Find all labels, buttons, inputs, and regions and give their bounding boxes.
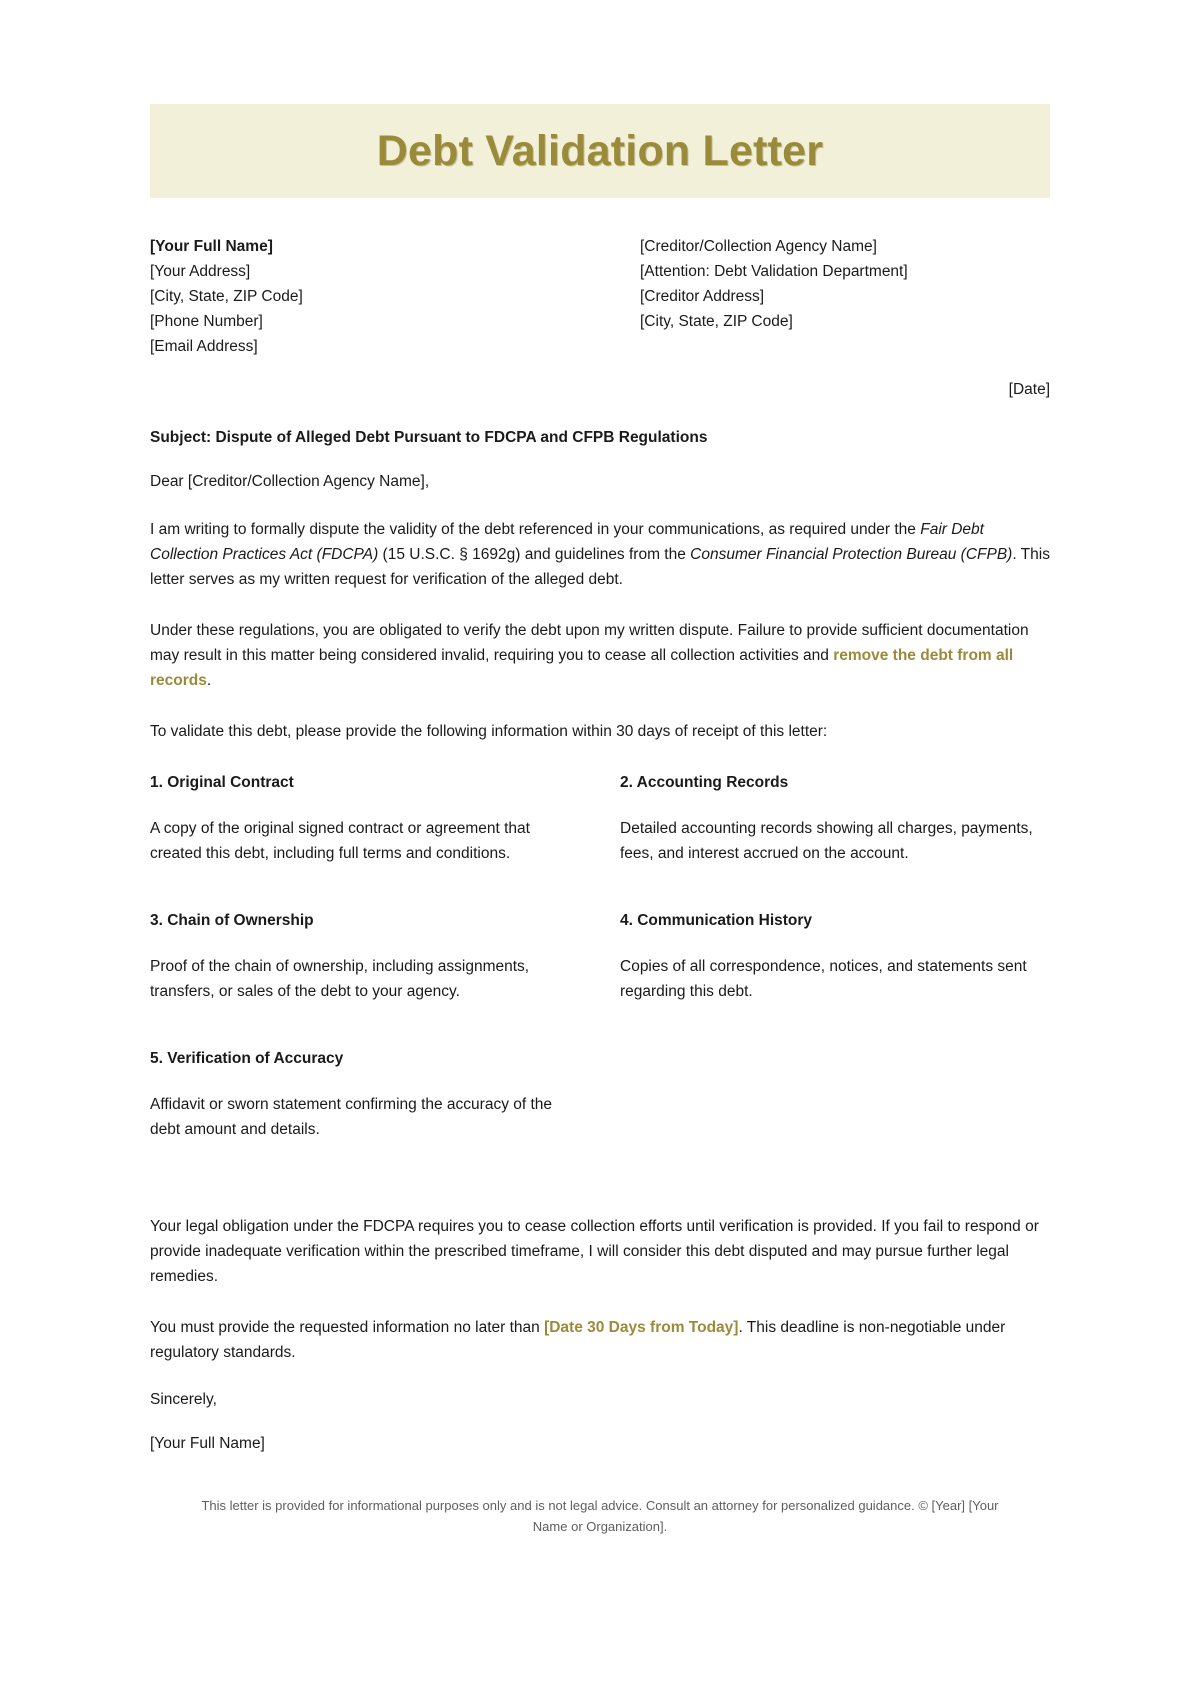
accent-deadline-date: [Date 30 Days from Today] <box>544 1319 739 1336</box>
address-row <box>150 234 1050 359</box>
page-title: Debt Validation Letter <box>376 126 824 175</box>
paragraph-list-intro: To validate this debt, please provide the following information within 30 days of receipt of this letter: <box>150 723 828 740</box>
requirement-description: Affidavit or sworn statement confirming the accuracy of the debt amount and details. <box>150 1096 553 1138</box>
requirement-item-4 <box>620 912 1050 1050</box>
letter-date: [Date] <box>1008 381 1050 398</box>
requirement-heading: 4. Communication History <box>620 912 813 929</box>
requirement-description: Copies of all correspondence, notices, and statements sent regarding this debt. <box>620 958 1027 1000</box>
recipient-city-state-zip: [City, State, ZIP Code] <box>640 313 793 330</box>
paragraph-obligation <box>150 618 1050 693</box>
para1-text-2: (15 U.S.C. § 1692g) and guidelines from the <box>378 546 691 563</box>
requirements-grid <box>150 774 1050 1188</box>
sender-city-state-zip: [City, State, ZIP Code] <box>150 288 303 305</box>
sign-off: Sincerely, <box>150 1391 217 1408</box>
para2-text-2: . <box>206 672 212 689</box>
cfpb-reference: Consumer Financial Protection Bureau (CFPB) <box>690 546 1013 563</box>
para1-text-3: . This letter serves as my written request for verification of the alleged debt. <box>150 546 1050 588</box>
requirement-item-empty <box>620 1050 1050 1188</box>
footer-disclaimer: This letter is provided for informational purposes only and is not legal advice. Consult an attorney for personalized guidance. © [Year] [Your Name or Organization]. <box>201 1498 999 1534</box>
requirement-item-2 <box>620 774 1050 912</box>
paragraph-legal-obligation: Your legal obligation under the FDCPA requires you to cease collection efforts until verification is provided. If you fail to respond or provide inadequate verification within the prescribed timeframe, I will consider this debt disputed and may pursue further legal remedies. <box>150 1218 1039 1285</box>
requirement-description: A copy of the original signed contract or agreement that created this debt, including full terms and conditions. <box>150 820 530 862</box>
accent-remove-debt: remove the debt from all records <box>150 647 1014 689</box>
requirement-description: Detailed accounting records showing all charges, payments, fees, and interest accrued on the account. <box>620 820 1033 862</box>
sender-name: [Your Full Name] <box>150 238 273 255</box>
signature-name: [Your Full Name] <box>150 1435 265 1452</box>
recipient-name: [Creditor/Collection Agency Name] <box>640 238 877 255</box>
sender-email: [Email Address] <box>150 338 258 355</box>
letter-sheet <box>150 0 1050 1537</box>
recipient-address-block <box>640 234 1050 359</box>
requirement-item-3 <box>150 912 620 1050</box>
sender-phone: [Phone Number] <box>150 313 263 330</box>
fdcpa-reference: Fair Debt Collection Practices Act (FDCPA) <box>150 521 984 563</box>
para4-text-1: You must provide the requested information no later than <box>150 1319 545 1336</box>
sender-street: [Your Address] <box>150 263 251 280</box>
requirement-heading: 5. Verification of Accuracy <box>150 1050 344 1067</box>
recipient-street: [Creditor Address] <box>640 288 765 305</box>
paragraph-dispute-statement <box>150 517 1050 592</box>
requirement-item-5 <box>150 1050 620 1188</box>
requirement-heading: 1. Original Contract <box>150 774 294 791</box>
requirement-heading: 2. Accounting Records <box>620 774 789 791</box>
requirement-item-1 <box>150 774 620 912</box>
para1-text-1: I am writing to formally dispute the validity of the debt referenced in your communications, as required under the <box>150 521 921 538</box>
salutation: Dear [Creditor/Collection Agency Name], <box>150 473 430 490</box>
closing-block <box>150 1214 1050 1453</box>
recipient-attention: [Attention: Debt Validation Department] <box>640 263 908 280</box>
sender-address-block <box>150 234 640 359</box>
paragraph-deadline <box>150 1315 1050 1365</box>
subject-line: Subject: Dispute of Alleged Debt Pursuant to FDCPA and CFPB Regulations <box>150 429 708 446</box>
requirement-heading: 3. Chain of Ownership <box>150 912 314 929</box>
document-header-band <box>150 104 1050 198</box>
para2-text-1: Under these regulations, you are obligated to verify the debt upon my written dispute. Failure to provide sufficient documentation may result in this matter being considered invalid, requiring you to cease all collection activities and <box>150 622 1029 664</box>
para4-text-2: . This deadline is non-negotiable under regulatory standards. <box>150 1319 1006 1361</box>
requirement-description: Proof of the chain of ownership, including assignments, transfers, or sales of the debt to your agency. <box>150 958 530 1000</box>
